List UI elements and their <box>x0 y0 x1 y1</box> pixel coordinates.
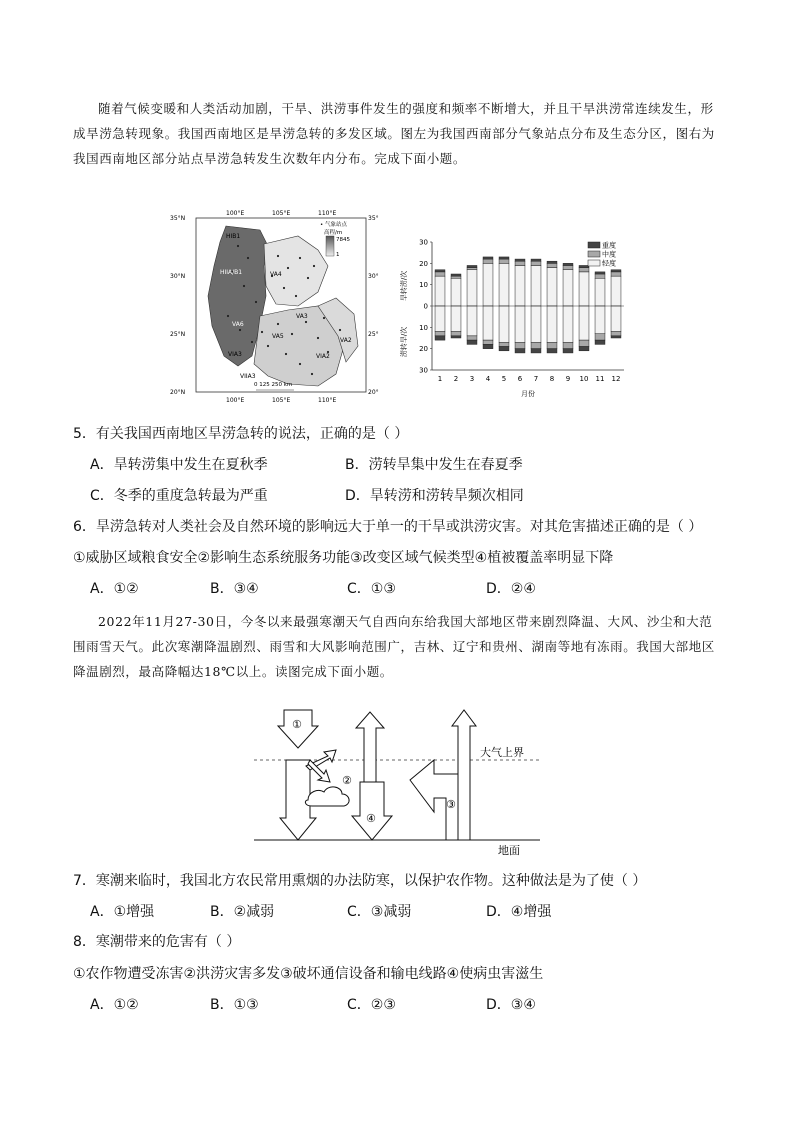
bar-drought-to-flood-轻度-10 <box>579 272 589 306</box>
map-bottom-tick: 100°E <box>226 397 245 404</box>
map-top-tick: 110°E <box>318 210 337 217</box>
bar-flood-to-drought-重度-1 <box>435 336 445 340</box>
bar-drought-to-flood-重度-1 <box>435 270 445 272</box>
bar-flood-to-drought-中度-10 <box>579 340 589 346</box>
chart-x-tick: 4 <box>485 375 491 383</box>
bar-flood-to-drought-重度-7 <box>531 349 541 353</box>
q8-option-d[interactable]: D．③④ <box>486 997 536 1013</box>
bar-drought-to-flood-轻度-4 <box>483 263 493 306</box>
bar-flood-to-drought-轻度-7 <box>531 306 541 342</box>
bar-flood-to-drought-重度-2 <box>451 336 461 338</box>
map-legend-station: • 气象站点 <box>320 222 347 228</box>
bar-drought-to-flood-轻度-3 <box>467 270 477 306</box>
bar-flood-to-drought-轻度-3 <box>467 306 477 336</box>
chart-x-tick: 10 <box>579 375 589 383</box>
legend-label: 中度 <box>602 250 616 259</box>
map-scale: 0 125 250 km <box>254 382 293 388</box>
chart-x-tick: 1 <box>437 375 443 383</box>
bar-drought-to-flood-重度-7 <box>531 259 541 261</box>
arrow-upward-ground-radiation <box>356 712 384 782</box>
chart-x-tick: 3 <box>469 375 475 383</box>
region-label: VIIA3 <box>240 373 256 380</box>
bar-drought-to-flood-轻度-12 <box>611 276 621 306</box>
q6-option-a[interactable]: A．①② <box>90 581 139 597</box>
q5-option-b[interactable]: B．涝转旱集中发生在春夏季 <box>345 457 523 473</box>
ground-label: 地面 <box>498 844 520 857</box>
bar-flood-to-drought-轻度-12 <box>611 306 621 332</box>
map-right-tick: 20° <box>368 389 379 396</box>
arrow-4-atmospheric-counter-radiation <box>352 782 392 840</box>
bar-drought-to-flood-轻度-6 <box>515 265 525 306</box>
q8-option-c[interactable]: C．②③ <box>347 997 396 1013</box>
map-left-tick: 25°N <box>170 331 186 338</box>
region-label: VA4 <box>270 271 282 278</box>
chart-x-tick: 12 <box>611 375 621 383</box>
bar-flood-to-drought-重度-11 <box>595 340 605 344</box>
bar-flood-to-drought-重度-12 <box>611 336 621 338</box>
bar-drought-to-flood-中度-6 <box>515 261 525 265</box>
bar-flood-to-drought-中度-11 <box>595 334 605 340</box>
bar-drought-to-flood-轻度-8 <box>547 268 557 306</box>
bar-drought-to-flood-中度-10 <box>579 268 589 272</box>
question-8-stem: 8．寒潮带来的危害有（ ） <box>73 934 241 950</box>
intro-paragraph-2: 2022年11月27-30日，今冬以来最强寒潮天气自西向东给我国大部地区带来剧烈降温、大风、沙尘和大范围雨雪天气。此次寒潮降温剧烈、雨雪和大风影响范围广，吉林、辽宁和贵州、湖南等地有冻雨。我国大部地区降温剧烈，最高降幅达18℃以上。读图完成下面小题。 <box>73 614 715 679</box>
q5-option-c[interactable]: C．冬季的重度急转最为严重 <box>90 488 268 504</box>
bar-drought-to-flood-轻度-9 <box>563 270 573 306</box>
bar-flood-to-drought-中度-5 <box>499 342 509 346</box>
region-label: VA3 <box>296 313 308 320</box>
region-label: VIA3 <box>228 351 242 358</box>
arrow-4-label: ④ <box>366 812 376 825</box>
bar-flood-to-drought-重度-6 <box>515 349 525 353</box>
chart-ylabel-bottom: 涝转旱/次 <box>400 326 408 358</box>
chart-ylabel-top: 旱转涝/次 <box>400 270 408 302</box>
bar-flood-to-drought-中度-4 <box>483 340 493 344</box>
bar-flood-to-drought-中度-9 <box>563 342 573 348</box>
bar-flood-to-drought-轻度-11 <box>595 306 605 334</box>
legend-swatch-重度 <box>588 242 600 248</box>
legend-label: 轻度 <box>602 259 616 268</box>
bar-flood-to-drought-重度-8 <box>547 349 557 353</box>
bar-flood-to-drought-轻度-8 <box>547 306 557 342</box>
chart-x-tick: 9 <box>565 375 571 383</box>
question-8-items: ①农作物遭受冻害②洪涝灾害多发③破坏通信设备和输电线路④使病虫害滋生 <box>73 966 544 982</box>
map-legend-max: 7845 <box>336 237 350 243</box>
question-6-items: ①威胁区域粮食安全②影响生态系统服务功能③改变区域气候类型④植被覆盖率明显下降 <box>73 550 614 566</box>
q8-option-b[interactable]: B．①③ <box>210 997 259 1013</box>
bar-drought-to-flood-轻度-5 <box>499 263 509 306</box>
cloud-icon <box>305 787 349 806</box>
legend-label: 重度 <box>602 241 616 250</box>
map-bottom-tick: 110°E <box>318 397 337 404</box>
legend-swatch-轻度 <box>588 260 600 266</box>
map-right-tick: 25° <box>368 331 379 338</box>
chart-y-tick: 10 <box>419 323 428 332</box>
region-label: VA6 <box>232 321 244 328</box>
atmospheric-radiation-diagram <box>250 708 550 860</box>
bar-drought-to-flood-中度-5 <box>499 259 509 263</box>
region-label: VA2 <box>340 337 352 344</box>
map-right-tick: 35° <box>368 215 379 222</box>
chart-y-tick: 30 <box>419 366 428 375</box>
chart-x-tick: 6 <box>517 375 523 383</box>
bar-drought-to-flood-重度-9 <box>563 263 573 265</box>
map-left-tick: 20°N <box>170 389 186 396</box>
chart-y-tick: 10 <box>419 281 428 290</box>
bar-drought-to-flood-中度-11 <box>595 274 605 278</box>
chart-x-tick: 5 <box>501 375 507 383</box>
bar-drought-to-flood-重度-2 <box>451 274 461 276</box>
bar-drought-to-flood-中度-3 <box>467 268 477 270</box>
region-label: VIA2 <box>316 353 330 360</box>
region-label: HIIA/B1 <box>220 269 243 276</box>
bar-flood-to-drought-中度-2 <box>451 332 461 336</box>
question-6-stem: 6．旱涝急转对人类社会及自然环境的影响远大于单一的干旱或洪涝灾害。对其危害描述正确的是（ ） <box>73 519 703 535</box>
map-right-tick: 30° <box>368 273 379 280</box>
map-legend-elevation: 高程/m <box>324 230 343 236</box>
bar-flood-to-drought-轻度-4 <box>483 306 493 340</box>
bar-flood-to-drought-重度-3 <box>467 340 477 344</box>
arrow-3-label: ③ <box>446 798 456 811</box>
bar-drought-to-flood-轻度-1 <box>435 276 445 306</box>
chart-x-tick: 8 <box>549 375 555 383</box>
bar-drought-to-flood-重度-4 <box>483 257 493 259</box>
bar-drought-to-flood-重度-10 <box>579 265 589 267</box>
region-label: HIB1 <box>226 233 241 240</box>
bar-flood-to-drought-中度-1 <box>435 332 445 336</box>
bar-drought-to-flood-中度-2 <box>451 276 461 278</box>
bar-drought-to-flood-中度-7 <box>531 261 541 265</box>
q5-option-d[interactable]: D．旱转涝和涝转旱频次相同 <box>345 488 524 504</box>
bar-flood-to-drought-轻度-9 <box>563 306 573 342</box>
chart-y-tick: 20 <box>419 345 428 354</box>
upper-boundary-label: 大气上界 <box>480 746 524 759</box>
bar-flood-to-drought-重度-4 <box>483 344 493 348</box>
bar-drought-to-flood-轻度-11 <box>595 278 605 306</box>
bar-flood-to-drought-重度-9 <box>563 349 573 353</box>
bar-flood-to-drought-轻度-1 <box>435 306 445 332</box>
chart-x-tick: 2 <box>453 375 459 383</box>
chart-legend <box>588 241 616 268</box>
bar-drought-to-flood-中度-4 <box>483 259 493 263</box>
bar-drought-to-flood-中度-8 <box>547 263 557 267</box>
bar-drought-to-flood-重度-12 <box>611 270 621 272</box>
chart-x-tick: 7 <box>533 375 539 383</box>
legend-swatch-中度 <box>588 251 600 257</box>
q6-option-c[interactable]: C．①③ <box>347 581 396 597</box>
chart-y-tick: 0 <box>423 302 428 311</box>
question-7-stem: 7．寒潮来临时，我国北方农民常用熏烟的办法防寒，以保护农作物。这种做法是为了使（ ） <box>73 873 647 889</box>
map-bottom-tick: 105°E <box>272 397 291 404</box>
q6-option-d[interactable]: D．②④ <box>486 581 536 597</box>
map-top-tick: 100°E <box>226 210 245 217</box>
bar-flood-to-drought-中度-8 <box>547 342 557 348</box>
map-legend-min: 1 <box>336 252 340 258</box>
q8-option-a[interactable]: A．①② <box>90 997 139 1013</box>
arrow-1-label: ① <box>292 718 302 731</box>
bar-flood-to-drought-轻度-2 <box>451 306 461 332</box>
bar-flood-to-drought-轻度-5 <box>499 306 509 342</box>
bar-flood-to-drought-中度-7 <box>531 342 541 348</box>
arrow-2-label: ② <box>342 774 352 787</box>
chart-xlabel: 月份 <box>521 390 535 398</box>
chart-y-tick: 30 <box>419 238 428 247</box>
bar-drought-to-flood-中度-9 <box>563 265 573 269</box>
bar-flood-to-drought-轻度-10 <box>579 306 589 340</box>
bar-drought-to-flood-中度-12 <box>611 272 621 276</box>
bar-flood-to-drought-中度-6 <box>515 342 525 348</box>
question-5-stem: 5．有关我国西南地区旱涝急转的说法，正确的是（ ） <box>73 426 409 442</box>
map-left-tick: 35°N <box>170 215 186 222</box>
bar-flood-to-drought-重度-5 <box>499 347 509 351</box>
bar-drought-to-flood-轻度-7 <box>531 265 541 306</box>
bar-drought-to-flood-轻度-2 <box>451 278 461 306</box>
drought-flood-chart <box>392 236 632 408</box>
southwest-china-station-map <box>168 206 380 406</box>
intro-paragraph-1: 随着气候变暖和人类活动加剧，干旱、洪涝事件发生的强度和频率不断增大，并且干旱洪涝常连续发生，形成旱涝急转现象。我国西南地区是旱涝急转的多发区域。图左为我国西南部分气象站点分布及生态分区，图右为我国西南地区部分站点旱涝急转发生次数年内分布。完成下面小题。 <box>73 101 715 166</box>
bar-drought-to-flood-重度-6 <box>515 259 525 261</box>
q5-option-a[interactable]: A．旱转涝集中发生在夏秋季 <box>90 457 268 473</box>
bar-drought-to-flood-中度-1 <box>435 272 445 276</box>
q6-option-b[interactable]: B．③④ <box>210 581 259 597</box>
bar-flood-to-drought-轻度-6 <box>515 306 525 342</box>
q7-option-c[interactable]: C．③减弱 <box>347 904 412 920</box>
elevation-legend-bar <box>326 236 334 256</box>
chart-x-tick: 11 <box>595 375 605 383</box>
q7-option-b[interactable]: B．②减弱 <box>210 904 275 920</box>
bar-flood-to-drought-中度-12 <box>611 332 621 336</box>
bar-flood-to-drought-中度-3 <box>467 336 477 340</box>
bar-drought-to-flood-重度-5 <box>499 257 509 259</box>
bar-drought-to-flood-重度-3 <box>467 265 477 267</box>
bar-drought-to-flood-重度-8 <box>547 261 557 263</box>
region-label: VA5 <box>272 333 284 340</box>
chart-y-tick: 20 <box>419 259 428 268</box>
map-left-tick: 30°N <box>170 273 186 280</box>
bar-flood-to-drought-重度-10 <box>579 347 589 351</box>
q7-option-a[interactable]: A．①增强 <box>90 904 155 920</box>
bar-drought-to-flood-重度-11 <box>595 272 605 274</box>
q7-option-d[interactable]: D．④增强 <box>486 904 552 920</box>
map-top-tick: 105°E <box>272 210 291 217</box>
